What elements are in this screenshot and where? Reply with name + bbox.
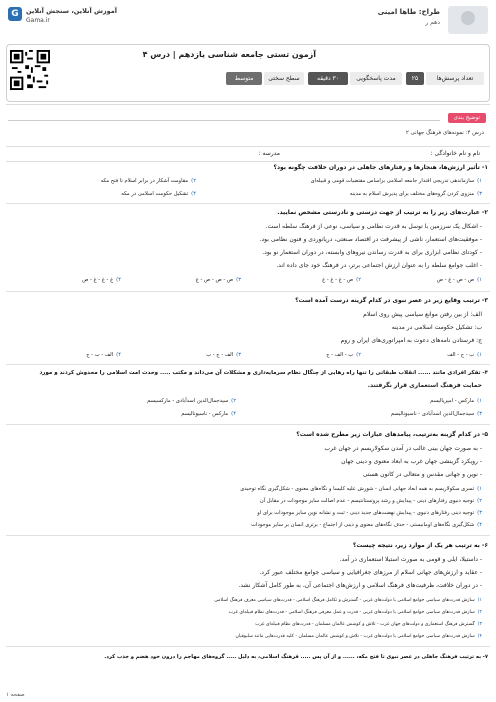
author-name: طراح: طاها امینی <box>377 8 440 16</box>
option-2[interactable]: ۲)توجیه دنیوی رفتارهای دینی - پیدایش و رشد پروتستانتیسم - عدم اصالت سایر موجودات در مقابل آن <box>259 498 482 504</box>
option-4[interactable]: ۴)تشکیل حکومت اسلامی در مکه <box>121 191 196 197</box>
question-text: عبارت‌های زیر را به ترتیب از جهت درستی و نادرستی مشخص نمایید. <box>277 209 480 216</box>
question-text: در کدام گزینه به‌ترتیب، پیامدهای عبارات زیر مطرح شده است؟ <box>296 431 480 438</box>
question-text: ترتیب وقایع زیر در عصر نبوی در کدام گزینه درست آمده است؟ <box>295 297 480 304</box>
option-4[interactable]: ۴)مارکس - ناسیونالیسم <box>181 411 236 417</box>
grade-label: دهم ر <box>425 19 440 26</box>
exam-title: آزمون تستی جامعه شناسی یازدهم | درس ۴ <box>142 50 316 59</box>
question-1 <box>273 164 488 172</box>
statement: - به صورت جهان بینی غالب در آمدن سکولاریسم در جهان غرب <box>324 445 482 452</box>
event-item: ج: فرستادن نامه‌های دعوت به امپراتوری‌های ایران و روم <box>340 337 482 344</box>
statement: - رویکرد گزینشی جهان غرب به ابعاد معنوی و دینی جهان <box>341 458 482 465</box>
question-divider <box>6 535 490 536</box>
option-3[interactable]: ۳)منزوی کردن گروه‌های مختلف برای پذیرش اسلام به مدینه <box>349 191 482 197</box>
option-2[interactable]: ۲)ص - غ - غ - غ <box>322 277 361 283</box>
site-title: آموزش آنلاین، سنجش آنلاین <box>26 7 118 15</box>
option-3[interactable]: ۳)سیدجمال‌الدین اسدآبادی - ناسیونالیسم <box>390 411 482 417</box>
option-1[interactable]: ۱)سازماندهی تدریجی اقتدار جامعه اسلامی براساس مقتضیات قومی و قبیله‌ای <box>310 178 482 184</box>
duration-value: ۳۰ دقیقه <box>308 72 348 85</box>
question-5 <box>296 431 488 439</box>
question-count-label: تعداد پرسش‌ها <box>426 72 484 85</box>
duration-label: مدت پاسخگویی <box>350 72 402 85</box>
name-label: نام و نام خانوادگی : <box>430 150 480 157</box>
question-divider <box>6 203 490 204</box>
author-avatar <box>448 6 488 34</box>
statement: - کودتای نظامی ابزاری برای به قدرت رساندن نیروهای وابسته، در دوران استعمار نو بود. <box>262 249 482 256</box>
question-divider <box>6 424 490 425</box>
student-info-row <box>6 146 490 162</box>
statement: - در دوران خلافت، ظرفیت‌های فرهنگ اسلامی و ارزش‌های اجتماعی آن، به طور کامل آشکار نشد. <box>238 582 482 589</box>
option-2[interactable]: ۲)سازش قدرت‌های سیاسی جوامع اسلامی با دولت‌های غربی - قدرت و عمل معرفی فرهنگ اسلامی - قدرت‌های نظام قبیله‌ای غرب <box>228 610 482 615</box>
difficulty-label: سطح سختی <box>264 72 304 85</box>
statement: - اشکال یک سرزمین با توسل به قدرت نظامی و سیاسی، نوعی از فرهنگ سلطه است. <box>265 223 482 230</box>
question-count-value: ۲۵ <box>406 72 424 85</box>
question-6 <box>353 542 488 550</box>
question-4 <box>39 370 488 378</box>
question-number: ۵- <box>481 431 488 438</box>
question-7 <box>104 654 488 662</box>
option-3[interactable]: ۳)ص - ص - ص - غ <box>195 277 241 283</box>
school-label: مدرسه : <box>258 150 280 157</box>
question-divider <box>6 364 490 365</box>
statement: - موفقیت‌های استعمار، ناشی از پیشرفت در اقتصاد صنعتی، دریانوردی و فنون نظامی بود. <box>259 236 482 243</box>
lesson-description: درس ۴: نمونه‌های فرهنگ جهانی ۲ <box>405 130 484 136</box>
question-text: به ترتیب هر یک از موارد زیر، نتیجه چیست؟ <box>352 542 480 549</box>
question-number: ۳- <box>481 297 488 304</box>
option-2[interactable]: ۲)مقاومت آشکار در برابر اسلام تا فتح مکه <box>100 178 196 184</box>
statement: - اغلب جوامع سلطه را به عنوان ارزش اجتماعی برتر، در فرهنگ خود جای داده اند. <box>276 262 482 269</box>
question-text: تأثیر ارزش‌ها، هنجارها و رفتارهای جاهلی در دوران خلافت چگونه بود؟ <box>273 164 480 171</box>
question-number: ۴- <box>482 370 488 376</box>
question-divider <box>6 646 490 647</box>
section-tag: توضیح بندی <box>448 113 486 123</box>
question-3 <box>295 297 488 305</box>
statement: - نوین و جهانی مقدس و متعالی در کانون هستی <box>362 471 482 478</box>
question-number: ۶- <box>481 542 488 549</box>
question-number: ۲- <box>481 209 488 216</box>
page-number: صفحه ۱ <box>6 692 25 698</box>
option-3[interactable]: ۳)گسترش فرهنگ استعماری و دولت‌های جهان غرب - تلاش و کوشش عالمان مسلمان - قدرت‌های نظام قبیله‌ای غرب <box>255 622 482 627</box>
option-1[interactable]: ۱)سازش قدرت‌های سیاسی جوامع اسلامی با دولت‌های غربی - گسترش و تکامل فرهنگ اسلامی - قدرت‌های سیاسی معرف فرهنگ اسلامی <box>214 598 482 603</box>
option-4[interactable]: ۴)شکل‌گیری نگاه‌های اومانیستی - حذف نگاه‌های معنوی و دینی از اجتماع - برتری انسان بر سایر موجودات <box>251 522 482 528</box>
event-item: ب: تشکیل حکومت اسلامی در مدینه <box>391 324 482 331</box>
question-text: به ترتیب فرهنگ جاهلی در عصر نبوی تا فتح مکه، ...... و از آن پس ..... فرهنگ اسلامی، به دلیل ..... گروه‌های مهاجم را درون خود هضم و جذب کرد. <box>104 654 482 660</box>
option-4[interactable]: ۴)الف - ب - ج <box>86 352 121 358</box>
question-divider <box>6 291 490 292</box>
question-number: ۷- <box>482 654 488 660</box>
qr-code-icon[interactable] <box>10 50 50 90</box>
option-2[interactable]: ۲)ب - الف - ج <box>326 352 361 358</box>
event-item: الف: از بین رفتن موانع سیاسی پیش روی اسلام <box>363 311 482 318</box>
divider <box>6 104 490 105</box>
gama-logo-icon: G <box>8 7 22 21</box>
option-1[interactable]: ۱)ص - ص - غ - ص <box>436 277 482 283</box>
option-2[interactable]: ۲)سیدجمال‌الدین اسدآبادی - مارکسیسم <box>147 398 236 404</box>
question-text: تفکر افرادی مانند ...... انقلاب طبقاتی را تنها راه رهایی از چنگال نظام سرمایه‌داری و مشکلات آن می‌داند و مکتب ..... وحدت امت اسلامی را محدوش کردند و مورد <box>39 370 481 376</box>
site-url[interactable]: Gama.ir <box>26 17 50 24</box>
option-1[interactable]: ۱)تسری سکولاریسم به همه ابعاد جهانی انسان - شورش علیه کلیسا و نگاه‌های معنوی - شکل‌گیری نگاه توحیدی <box>240 486 482 492</box>
option-1[interactable]: ۱)ب - ج - الف <box>447 352 482 358</box>
question-text-continued: حمایت فرهنگ استعماری قرار نگرفتند. <box>367 382 482 389</box>
question-number: ۱- <box>481 164 488 171</box>
statement: - عقاید و ارزش‌های جهانی اسلام از مرزهای جغرافیایی و سیاسی جوامع مختلف عبور کرد. <box>259 569 482 576</box>
option-4[interactable]: ۴)غ - غ - غ - ص <box>82 277 121 283</box>
option-3[interactable]: ۳)توجیه دینی رفتارهای دنیوی - پیدایش نهضت‌های جدید دینی - ثبت و نشانه نوین سایر موجودات برای او <box>257 510 482 516</box>
option-1[interactable]: ۱)مارکس - امپریالیسم <box>430 398 482 404</box>
section-divider <box>8 120 440 121</box>
option-3[interactable]: ۳)الف - ج - ب <box>206 352 241 358</box>
option-4[interactable]: ۴)سازش قدرت‌های سیاسی جوامع اسلامی با دولت‌های غرب - تلاش و کوشش عالمان مسلمان - کلیه قدرت‌هایی مانند سلبوقیان <box>235 634 482 639</box>
difficulty-value: متوسط <box>226 72 262 85</box>
question-2 <box>277 209 488 217</box>
statement: - داستیلا، ایلی و قومی به صورت استیلا استعماری در آمد. <box>339 556 482 563</box>
